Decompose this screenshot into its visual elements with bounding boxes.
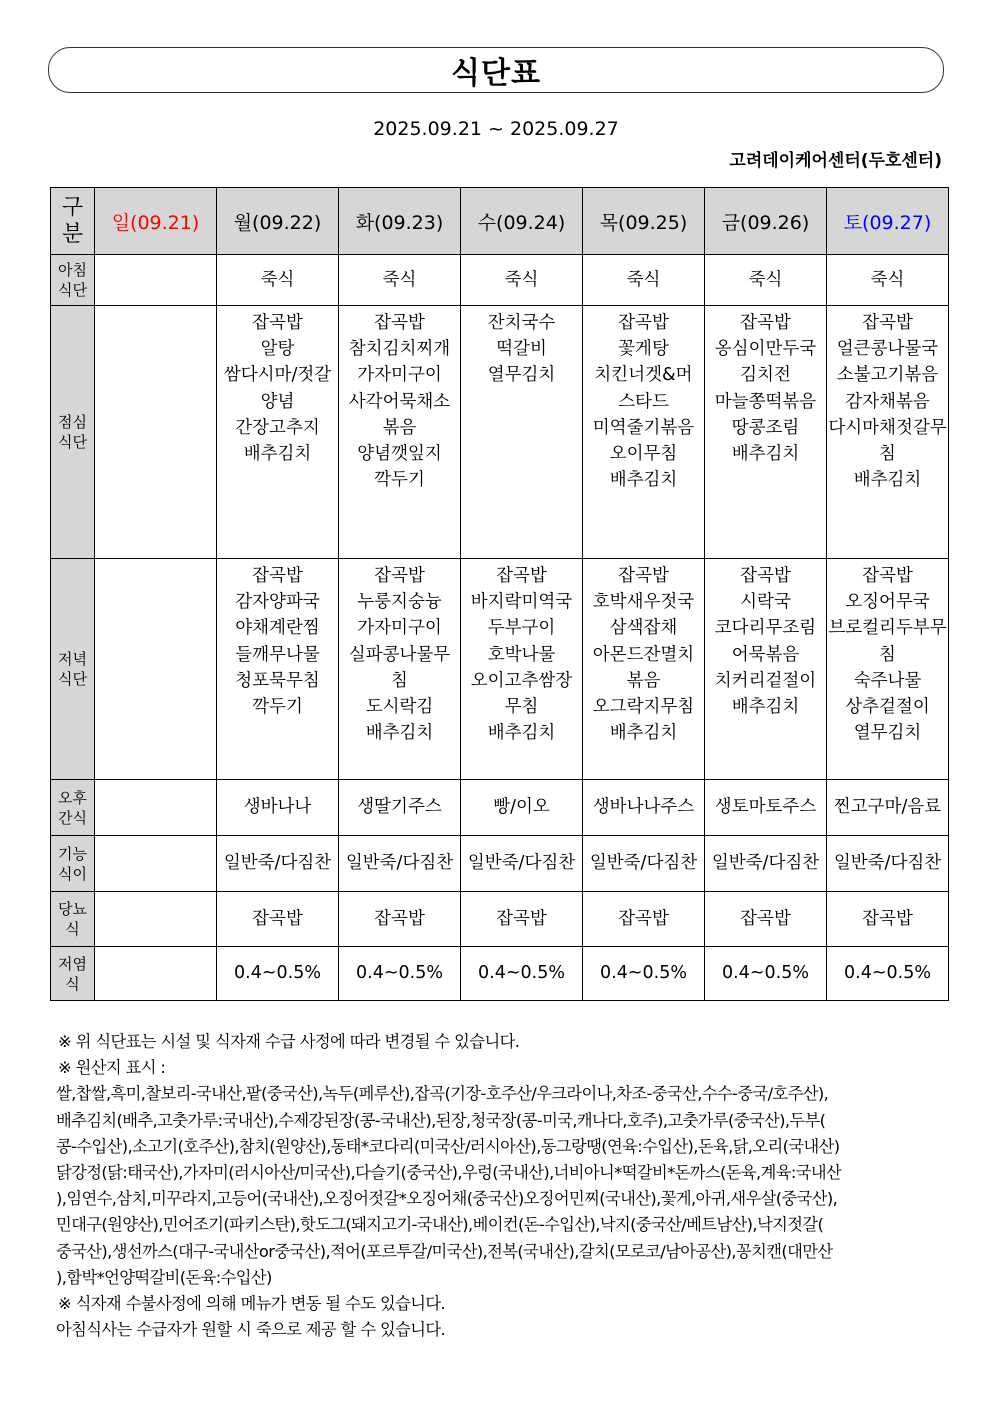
menu-item: 옹심이만두국	[714, 339, 817, 360]
menu-item: 소불고기볶음	[836, 365, 939, 386]
menu-cell-low-salt-day5	[705, 947, 827, 1001]
menu-item: 잡곡밥	[496, 908, 547, 929]
origin-line: 콩-수입산),소고기(호주산),참치(원양산),동태*코다리(미국산/러시아산),동그랑땡(연육:수입산),돈육,닭,오리(국내산)	[56, 1136, 840, 1156]
menu-item: 죽식	[870, 269, 905, 290]
menu-cell-diabetic-day6	[827, 892, 949, 947]
day-header-thu: 목(09.25)	[583, 188, 705, 255]
menu-item: 잡곡밥	[374, 908, 425, 929]
menu-item: 두부구이	[487, 618, 556, 639]
menu-item: 배추김치	[243, 444, 312, 465]
row-label-lunch	[51, 306, 95, 559]
menu-item: 배추김치	[853, 470, 922, 491]
row-label-line: 식이	[58, 864, 87, 883]
menu-item: 감자채볶음	[845, 391, 930, 412]
period-range: 2025.09.21 ~ 2025.09.27	[373, 118, 619, 140]
row-dinner	[51, 559, 949, 780]
row-label-line: 식	[65, 974, 80, 993]
menu-item: 도시락김	[365, 697, 434, 718]
menu-cell-functional-day6	[827, 836, 949, 892]
row-label-line: 점심	[58, 413, 87, 431]
menu-item: 배추김치	[609, 723, 678, 744]
corner-label-line: 구	[61, 195, 84, 220]
menu-item: 스타드	[618, 391, 669, 412]
menu-cell-snack-day0	[95, 780, 217, 836]
menu-item: 코다리무조림	[714, 618, 817, 639]
row-lunch	[51, 306, 949, 559]
menu-cell-snack-day5	[705, 780, 827, 836]
menu-item: 간장고추지	[235, 417, 320, 438]
menu-cell-lunch-day6	[827, 306, 949, 559]
menu-item: 생바나나주스	[592, 797, 695, 818]
menu-cell-low-salt-day1	[217, 947, 339, 1001]
row-low-salt	[51, 947, 949, 1001]
menu-item: 호박나물	[487, 644, 556, 665]
title-box	[48, 47, 944, 93]
menu-cell-lunch-day5	[705, 306, 827, 559]
menu-item: 죽식	[504, 269, 539, 290]
supply-notice: ※ 식자재 수불사정에 의해 메뉴가 변동 될 수도 있습니다.	[58, 1294, 446, 1314]
menu-item: 볶음	[382, 417, 417, 438]
menu-item: 0.4~0.5%	[234, 963, 321, 984]
day-header-wed: 수(09.24)	[461, 188, 583, 255]
menu-item: 다시마채젓갈무	[828, 417, 947, 438]
row-label-line: 당뇨	[58, 900, 87, 918]
row-diabetic	[51, 892, 949, 947]
row-label-line: 아침	[58, 261, 87, 279]
menu-item: 양념	[260, 391, 295, 412]
menu-cell-dinner-day6	[827, 559, 949, 780]
day-header-mon: 월(09.22)	[217, 188, 339, 255]
menu-item: 빵/이오	[493, 797, 550, 818]
menu-item: 배추김치	[731, 697, 800, 718]
menu-cell-low-salt-day0	[95, 947, 217, 1001]
menu-item: 호박새우젓국	[592, 592, 695, 613]
menu-cell-breakfast-day2	[339, 255, 461, 306]
menu-item: 바지락미역국	[470, 592, 573, 613]
menu-cell-lunch-day0	[95, 306, 217, 559]
origin-line: 배추김치(배추,고춧가루:국내산),수제강된장(콩-국내산),된장,청국장(콩-미국,캐나다,호주),고춧가루(중국산),두부(	[56, 1110, 826, 1130]
menu-item: 청포묵무침	[235, 670, 320, 691]
menu-cell-lunch-day3	[461, 306, 583, 559]
menu-item: 잡곡밥	[740, 566, 791, 586]
page-title: 식단표	[451, 56, 541, 91]
menu-item: 양념깻잎지	[357, 444, 442, 465]
day-header-sun: 일(09.21)	[95, 188, 217, 255]
menu-item: 오이무침	[609, 444, 678, 465]
menu-item: 상추겉절이	[845, 697, 930, 718]
menu-item: 잡곡밥	[862, 313, 913, 333]
menu-item: 배추김치	[731, 444, 800, 465]
menu-item: 잡곡밥	[252, 908, 303, 929]
menu-item: 삼색잡채	[609, 618, 678, 639]
day-header-fri: 금(09.26)	[705, 188, 827, 255]
menu-cell-functional-day1	[217, 836, 339, 892]
row-breakfast	[51, 255, 949, 306]
menu-item: 오이고추쌈장	[470, 670, 573, 691]
row-snack	[51, 780, 949, 836]
menu-cell-functional-day3	[461, 836, 583, 892]
menu-item: 미역줄기볶음	[592, 417, 695, 438]
menu-cell-snack-day1	[217, 780, 339, 836]
row-label-breakfast	[51, 255, 95, 306]
header-row	[51, 188, 949, 255]
menu-cell-breakfast-day4	[583, 255, 705, 306]
row-functional	[51, 836, 949, 892]
row-label-line: 식단	[58, 281, 87, 299]
origin-line: 중국산),생선까스(대구-국내산or중국산),적어(포르투갈/미국산),전복(국내산),갈치(모로코/남아공산),꽁치캔(대만산	[56, 1241, 833, 1261]
menu-item: 죽식	[382, 269, 417, 290]
menu-item: 어묵볶음	[731, 644, 800, 665]
menu-item: 잡곡밥	[252, 566, 303, 586]
corner-label-line: 분	[61, 222, 84, 247]
day-header-sat: 토(09.27)	[827, 188, 949, 255]
menu-item: 야채계란찜	[235, 618, 320, 639]
menu-item: 침	[879, 444, 896, 465]
menu-item: 깍두기	[252, 697, 303, 718]
menu-cell-breakfast-day3	[461, 255, 583, 306]
menu-item: 오징어무국	[845, 592, 930, 613]
row-label-line: 식단	[58, 433, 87, 451]
menu-item: 사각어묵채소	[348, 391, 451, 412]
row-label-line: 식	[65, 920, 80, 938]
origin-line: ),임연수,삼치,미꾸라지,고등어(국내산),오징어젓갈*오징어채(중국산)오징어민찌(국내산),꽃게,아귀,새우살(중국산),	[56, 1189, 838, 1209]
menu-cell-dinner-day2	[339, 559, 461, 780]
menu-item: 잡곡밥	[618, 313, 669, 333]
menu-item: 쌈다시마/젓갈	[223, 365, 332, 386]
menu-cell-lunch-day2	[339, 306, 461, 559]
origin-list	[56, 1081, 946, 1291]
change-notice: ※ 위 식단표는 시설 및 식자재 수급 사정에 따라 변경될 수 있습니다.	[58, 1032, 520, 1051]
menu-item: 실파콩나물무	[348, 644, 451, 665]
menu-cell-low-salt-day3	[461, 947, 583, 1001]
menu-cell-lunch-day1	[217, 306, 339, 559]
menu-item: 생바나나	[243, 797, 312, 818]
menu-item: 0.4~0.5%	[722, 963, 809, 984]
menu-item: 열무김치	[853, 723, 922, 744]
menu-item: 김치전	[740, 365, 791, 386]
day-header-tue: 화(09.23)	[339, 188, 461, 255]
menu-item: 깍두기	[374, 470, 425, 491]
menu-item: 얼큰콩나물국	[836, 339, 939, 360]
row-label-line: 식단	[58, 670, 87, 688]
menu-cell-functional-day2	[339, 836, 461, 892]
origin-line: ),함박*언양떡갈비(돈육:수입산)	[56, 1267, 272, 1287]
menu-cell-functional-day0	[95, 836, 217, 892]
menu-cell-functional-day4	[583, 836, 705, 892]
menu-item: 배추김치	[487, 723, 556, 744]
row-label-diabetic	[51, 892, 95, 947]
menu-item: 잡곡밥	[740, 908, 791, 929]
menu-item: 배추김치	[609, 470, 678, 491]
row-label-line: 저녁	[58, 650, 87, 668]
menu-item: 무침	[504, 697, 539, 718]
row-label-snack	[51, 780, 95, 836]
row-label-dinner	[51, 559, 95, 780]
menu-cell-breakfast-day5	[705, 255, 827, 306]
menu-cell-diabetic-day3	[461, 892, 583, 947]
menu-item: 잡곡밥	[740, 313, 791, 333]
menu-item: 꽃게탕	[618, 339, 669, 360]
menu-item: 죽식	[260, 269, 295, 290]
origin-line: 닭강정(닭:태국산),가자미(러시아산/미국산),다슬기(중국산),우렁(국내산),너비아니*떡갈비*돈까스(돈육,계육:국내산	[56, 1163, 842, 1183]
menu-cell-breakfast-day6	[827, 255, 949, 306]
menu-cell-low-salt-day4	[583, 947, 705, 1001]
menu-cell-dinner-day3	[461, 559, 583, 780]
menu-item: 잔치국수	[487, 313, 556, 333]
origin-line: 민대구(원양산),민어조기(파키스탄),핫도그(돼지고기-국내산),베이컨(돈-수입산),낙지(중국산/베트남산),낙지젓갈(	[56, 1215, 824, 1235]
menu-cell-snack-day2	[339, 780, 461, 836]
menu-cell-diabetic-day0	[95, 892, 217, 947]
menu-cell-diabetic-day5	[705, 892, 827, 947]
menu-cell-breakfast-day0	[95, 255, 217, 306]
menu-cell-low-salt-day2	[339, 947, 461, 1001]
menu-item: 잡곡밥	[374, 566, 425, 586]
corner-label	[51, 188, 95, 255]
menu-cell-diabetic-day2	[339, 892, 461, 947]
menu-cell-low-salt-day6	[827, 947, 949, 1001]
menu-item: 일반죽/다짐찬	[589, 853, 698, 874]
menu-cell-snack-day4	[583, 780, 705, 836]
row-label-line: 오후	[58, 788, 87, 807]
notes-section	[56, 1029, 946, 1343]
menu-item: 치킨너겟&머	[594, 365, 693, 386]
menu-item: 생딸기주스	[357, 797, 442, 818]
menu-item: 잡곡밥	[496, 566, 547, 586]
menu-cell-dinner-day5	[705, 559, 827, 780]
menu-item: 죽식	[626, 269, 661, 290]
center-name: 고려데이케어센터(두호센터)	[729, 151, 942, 171]
menu-cell-diabetic-day1	[217, 892, 339, 947]
menu-item: 잡곡밥	[862, 908, 913, 929]
menu-item: 가자미구이	[357, 618, 442, 639]
menu-item: 열무김치	[487, 365, 556, 386]
origin-line: 쌀,찹쌀,흑미,찰보리-국내산,팥(중국산),녹두(페루산),잡곡(기장-호주산/우크라이나,차조-중국산,수수-중국/호주산),	[56, 1084, 829, 1104]
menu-item: 브로컬리두부무	[828, 618, 947, 639]
menu-item: 죽식	[748, 269, 783, 290]
menu-cell-dinner-day0	[95, 559, 217, 780]
menu-item: 잡곡밥	[618, 908, 669, 929]
menu-item: 아몬드잔멸치	[592, 644, 695, 665]
menu-item: 잡곡밥	[374, 313, 425, 333]
menu-item: 누룽지숭늉	[357, 592, 442, 613]
menu-item: 배추김치	[365, 723, 434, 744]
menu-item: 일반죽/다짐찬	[223, 853, 332, 874]
menu-item: 0.4~0.5%	[356, 963, 443, 984]
row-label-line: 저염	[58, 954, 87, 973]
menu-item: 0.4~0.5%	[600, 963, 687, 984]
row-label-line: 간식	[58, 808, 87, 827]
menu-item: 일반죽/다짐찬	[833, 853, 942, 874]
menu-item: 땅콩조림	[731, 417, 800, 438]
menu-cell-snack-day3	[461, 780, 583, 836]
menu-item: 잡곡밥	[618, 566, 669, 586]
menu-cell-diabetic-day4	[583, 892, 705, 947]
breakfast-notice: 아침식사는 수급자가 원할 시 죽으로 제공 할 수 있습니다.	[56, 1320, 446, 1340]
row-label-line: 기능	[58, 844, 87, 863]
row-label-low-salt	[51, 947, 95, 1001]
menu-item: 참치김치찌개	[348, 339, 451, 360]
menu-item: 잡곡밥	[862, 566, 913, 586]
menu-item: 0.4~0.5%	[844, 963, 931, 984]
menu-cell-dinner-day1	[217, 559, 339, 780]
menu-item: 볶음	[626, 670, 661, 691]
menu-table	[50, 187, 949, 1001]
menu-item: 치커리겉절이	[714, 670, 817, 691]
menu-item: 들깨무나물	[235, 644, 320, 665]
menu-item: 침	[879, 644, 896, 665]
menu-cell-functional-day5	[705, 836, 827, 892]
menu-cell-breakfast-day1	[217, 255, 339, 306]
menu-item: 0.4~0.5%	[478, 963, 565, 984]
menu-item: 일반죽/다짐찬	[345, 853, 454, 874]
menu-item: 침	[391, 670, 408, 691]
menu-cell-dinner-day4	[583, 559, 705, 780]
menu-item: 숙주나물	[853, 670, 922, 691]
menu-item: 시락국	[740, 592, 791, 613]
menu-item: 잡곡밥	[252, 313, 303, 333]
menu-cell-snack-day6	[827, 780, 949, 836]
menu-item: 일반죽/다짐찬	[711, 853, 820, 874]
row-label-functional	[51, 836, 95, 892]
menu-item: 일반죽/다짐찬	[467, 853, 576, 874]
origin-label: ※ 원산지 표시 :	[58, 1058, 166, 1078]
menu-item: 감자양파국	[235, 592, 320, 613]
menu-item: 가자미구이	[357, 365, 442, 386]
menu-item: 떡갈비	[496, 339, 547, 360]
menu-cell-lunch-day4	[583, 306, 705, 559]
menu-item: 찐고구마/음료	[833, 797, 942, 818]
menu-item: 생토마토주스	[714, 797, 817, 818]
menu-item: 알탕	[260, 339, 295, 360]
menu-item: 오그락지무침	[592, 697, 695, 718]
menu-item: 마늘쫑떡볶음	[714, 391, 817, 412]
